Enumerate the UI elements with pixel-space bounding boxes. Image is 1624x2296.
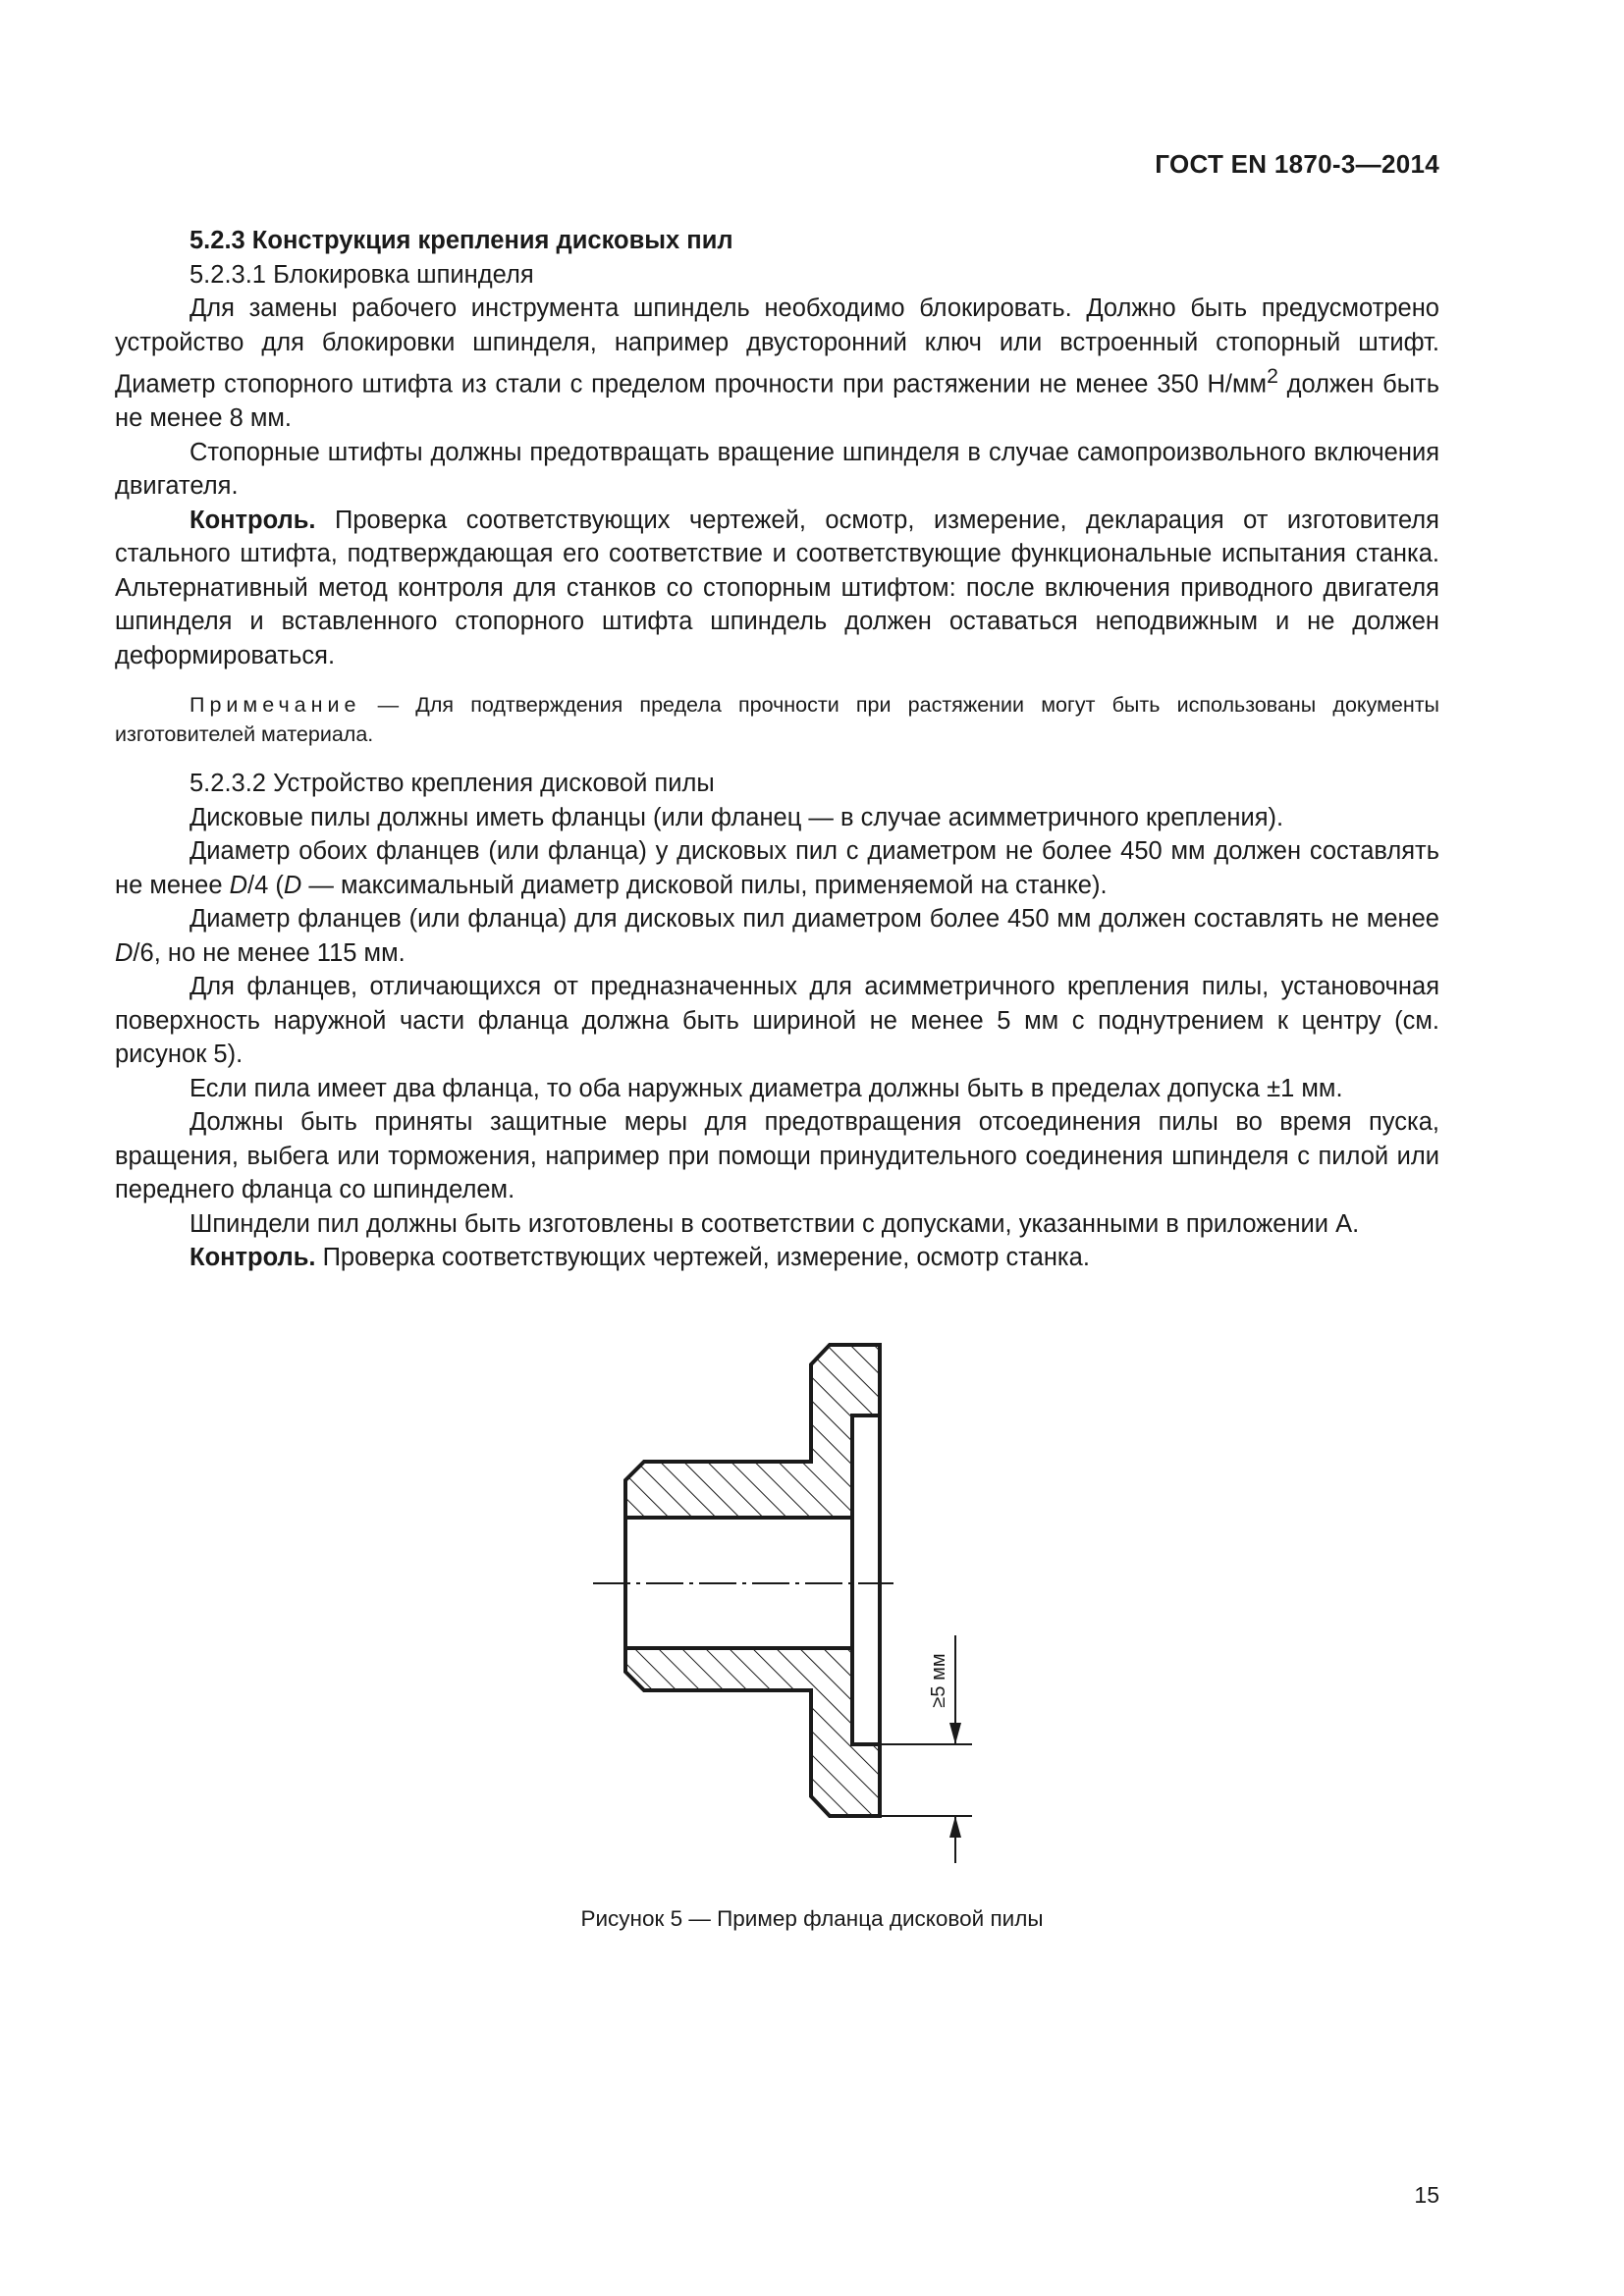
- note-text: — Для подтверждения предела прочности при растяжении могут быть использованы документы изготовителей материала.: [115, 693, 1439, 746]
- paragraph: Дисковые пилы должны иметь фланцы (или фланец — в случае асимметричного крепления).: [189, 803, 1284, 831]
- flange-figure: [579, 1335, 992, 1865]
- text-run: должен быть не менее 8 мм.: [115, 370, 1439, 432]
- text-run: — максимальный диаметр дисковой пилы, применяемой на станке).: [301, 871, 1108, 899]
- dimension-arrow-down: [949, 1723, 961, 1744]
- subsection-title-spindle-lock: 5.2.3.1 Блокировка шпинделя: [189, 260, 534, 289]
- paragraph: Для фланцев, отличающихся от предназначенных для асимметричного крепления пилы, установочная поверхность наружной части фланца должна быть шириной не менее 5 мм с поднутрением к центру (см. рисунок 5).: [115, 973, 1439, 1068]
- note-label: Примечание: [189, 693, 361, 717]
- dimension-label: ≥5 мм: [928, 1653, 949, 1708]
- document-header: ГОСТ EN 1870-3—2014: [1155, 149, 1439, 179]
- note: [115, 690, 1439, 749]
- paragraph: Шпиндели пил должны быть изготовлены в соответствии с допусками, указанными в приложении А.: [189, 1209, 1360, 1238]
- paragraph: [115, 902, 1439, 970]
- control-label: Контроль.: [189, 1244, 316, 1271]
- section-title: 5.2.3 Конструкция крепления дисковых пил: [189, 227, 733, 254]
- paragraph: Должны быть приняты защитные меры для предотвращения отсоединения пилы во время пуска, вращения, выбега или торможения, например при помощи принудительного соединения шпинделя с пилой или переднего фланца со шпинделем.: [115, 1108, 1439, 1203]
- paragraph: Стопорные штифты должны предотвращать вращение шпинделя в случае самопроизвольного включения двигателя.: [115, 438, 1439, 500]
- italic-symbol: D: [229, 871, 248, 899]
- text-run: Диаметр обоих фланцев (или фланца) у дисковых пил с диаметром не более 450 мм должен составлять не менее: [115, 837, 1439, 899]
- paragraph: [115, 292, 1439, 436]
- page-number: 15: [1414, 2182, 1439, 2208]
- text-run: /4 (: [247, 871, 284, 899]
- flange-recess: [852, 1415, 880, 1744]
- subsection-title-saw-mounting: 5.2.3.2 Устройство крепления дисковой пилы: [189, 770, 715, 797]
- flange-drawing: [579, 1335, 992, 1865]
- paragraph: Если пила имеет два фланца, то оба наружных диаметра должны быть в пределах допуска ±1 мм.: [189, 1074, 1343, 1102]
- text-run: Диаметр фланцев (или фланца) для дисковых пил диаметром более 450 мм должен составлять не менее: [189, 905, 1439, 933]
- figure-caption: Рисунок 5 — Пример фланца дисковой пилы: [580, 1906, 1044, 1931]
- text-run: Проверка соответствующих чертежей, осмотр, измерение, декларация от изготовителя стального штифта, подтверждающая его соответствие и соответствующие функциональные испытания станка. Альтернативный метод контроля для станков со стопорным штифтом: после включения приводного двигателя шпинделя и вставленного стопорного штифта шпиндель должен оставаться неподвижным и не должен деформироваться.: [115, 506, 1439, 669]
- paragraph: [115, 834, 1439, 902]
- superscript: 2: [1267, 364, 1278, 388]
- flange-section: [625, 1345, 880, 1816]
- text-run: /6, но не менее 115 мм.: [133, 938, 406, 967]
- control-label: Контроль.: [189, 506, 316, 534]
- document-body: [115, 224, 1439, 1275]
- control-paragraph: [115, 504, 1439, 673]
- text-run: Для замены рабочего инструмента шпиндель необходимо блокировать. Должно быть предусмотрено устройство для блокировки шпинделя, например двусторонний ключ или встроенный стопорный штифт. Диаметр стопорного штифта из стали с пределом прочности при растяжении не менее 350 Н/мм: [115, 294, 1439, 399]
- italic-symbol: D: [283, 871, 302, 899]
- text-run: Проверка соответствующих чертежей, измерение, осмотр станка.: [315, 1244, 1090, 1271]
- control-paragraph: [115, 1241, 1439, 1275]
- italic-symbol: D: [115, 938, 134, 967]
- dimension-arrow-up: [949, 1816, 961, 1838]
